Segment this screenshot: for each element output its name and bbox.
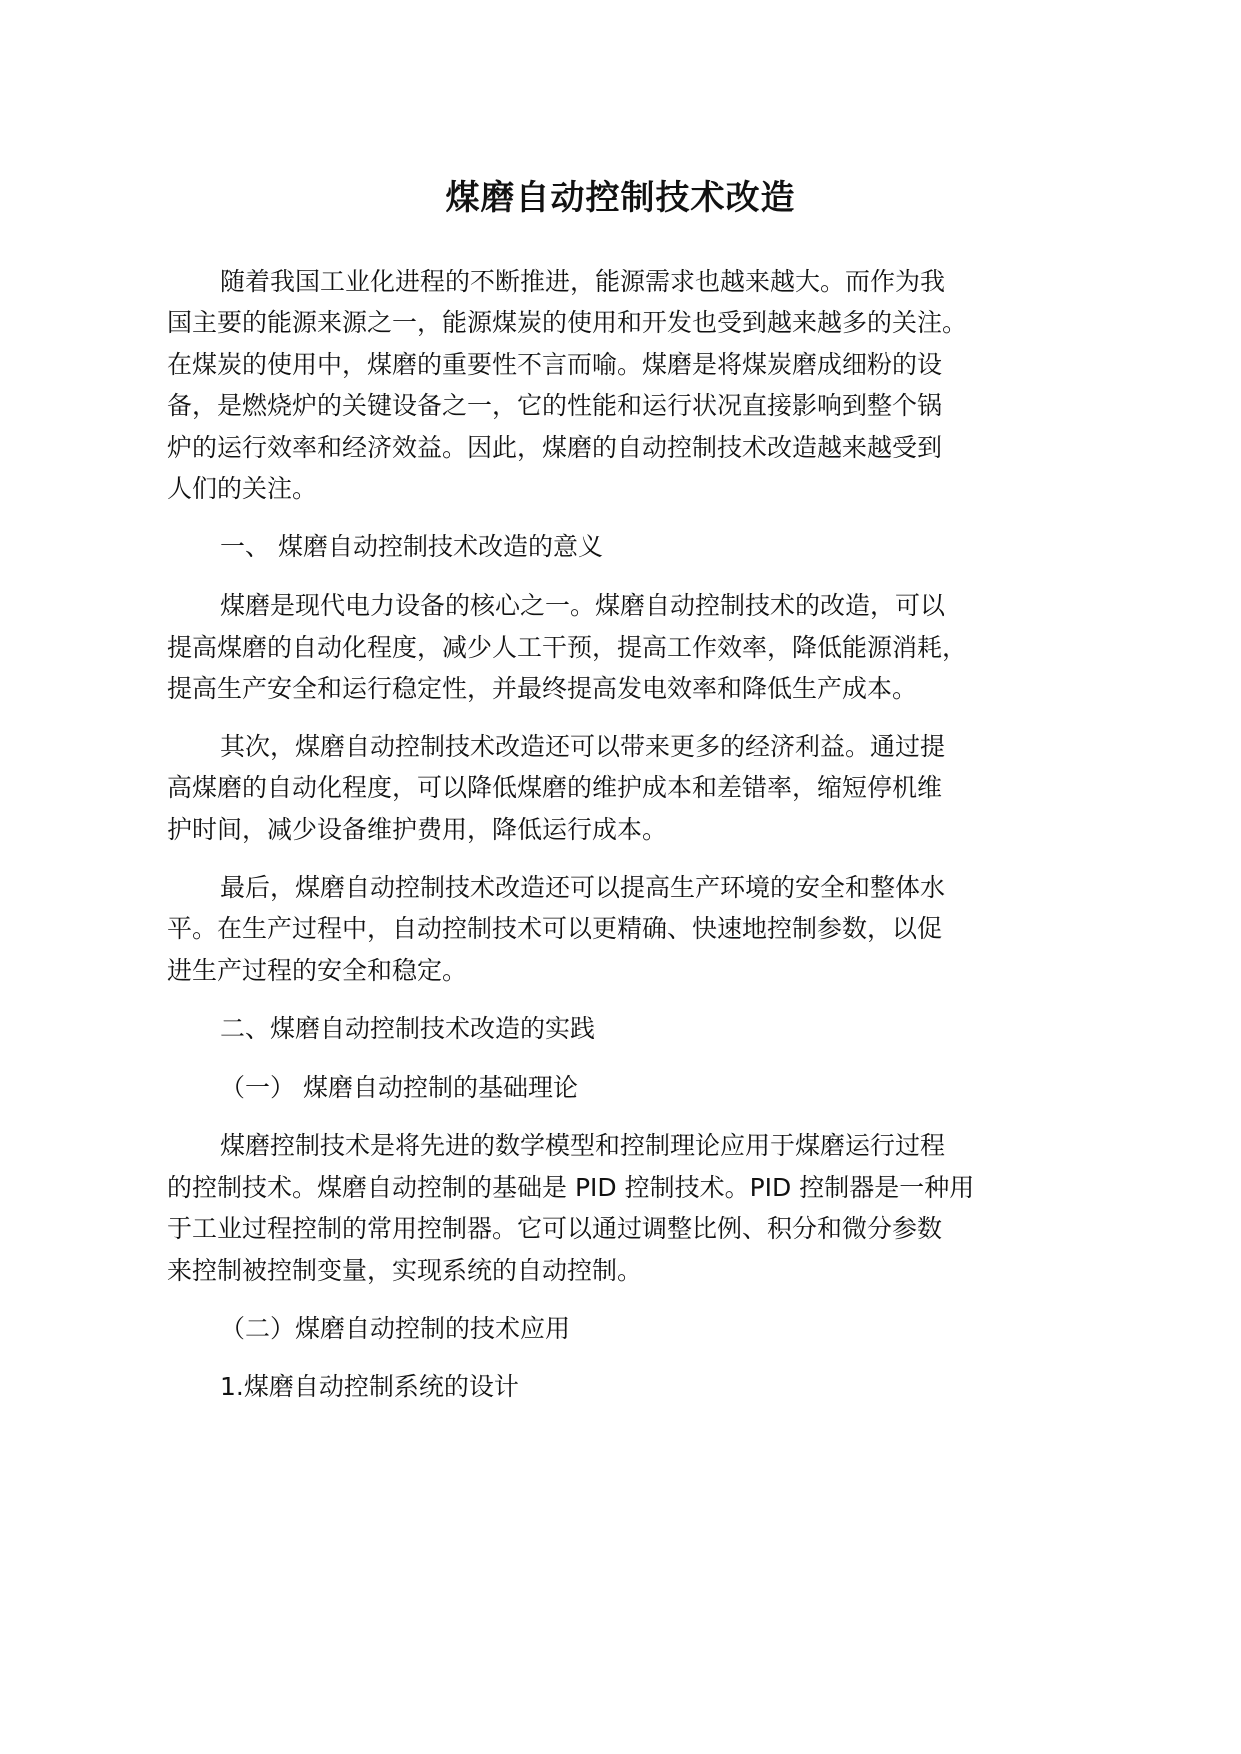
text-line: 国主要的能源来源之一，能源煤炭的使用和开发也受到越来越多的关注。 [167,308,968,337]
text-line: 炉的运行效率和经济效益。因此，煤磨的自动控制技术改造越来越受到 [167,433,943,462]
text-line: 进生产过程的安全和稳定。 [167,956,468,985]
text-line: 人们的关注。 [167,474,318,503]
text-line: 提高生产安全和运行稳定性，并最终提高发电效率和降低生产成本。 [167,674,918,703]
section-heading-1: 一、 煤磨自动控制技术改造的意义 [220,532,603,561]
text-line: 护时间，减少设备维护费用，降低运行成本。 [167,815,668,844]
text-line: 随着我国工业化进程的不断推进，能源需求也越来越大。而作为我 [220,267,946,296]
text-line: 平。在生产过程中，自动控制技术可以更精确、快速地控制参数，以促 [167,914,943,943]
text-line: 其次，煤磨自动控制技术改造还可以带来更多的经济利益。通过提 [220,732,946,761]
text-line: 的控制技术。煤磨自动控制的基础是 PID 控制技术。PID 控制器是一种用 [167,1173,975,1202]
list-item-heading: 1.煤磨自动控制系统的设计 [220,1372,519,1401]
document-title: 煤磨自动控制技术改造 [445,178,796,218]
text-line: 来控制被控制变量，实现系统的自动控制。 [167,1256,643,1285]
subsection-heading-2: （二）煤磨自动控制的技术应用 [220,1314,571,1343]
text-line: 备，是燃烧炉的关键设备之一，它的性能和运行状况直接影响到整个锅 [167,391,943,420]
text-line: 在煤炭的使用中，煤磨的重要性不言而喻。煤磨是将煤炭磨成细粉的设 [167,350,943,379]
text-line: 于工业过程控制的常用控制器。它可以通过调整比例、积分和微分参数 [167,1214,943,1243]
subsection-heading-1: （一） 煤磨自动控制的基础理论 [220,1073,578,1102]
text-line: 煤磨控制技术是将先进的数学模型和控制理论应用于煤磨运行过程 [220,1131,946,1160]
text-line: 最后，煤磨自动控制技术改造还可以提高生产环境的安全和整体水 [220,873,946,902]
text-line: 煤磨是现代电力设备的核心之一。煤磨自动控制技术的改造，可以 [220,591,946,620]
section-heading-2: 二、煤磨自动控制技术改造的实践 [220,1014,596,1043]
text-line: 提高煤磨的自动化程度，减少人工干预，提高工作效率，降低能源消耗， [167,633,968,662]
text-line: 高煤磨的自动化程度，可以降低煤磨的维护成本和差错率，缩短停机维 [167,773,943,802]
